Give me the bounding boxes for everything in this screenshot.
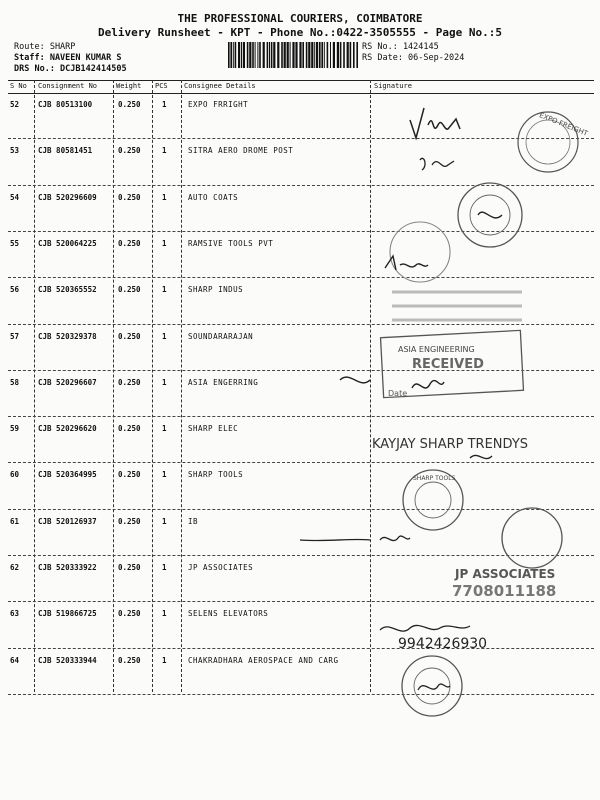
jp-stamp-number: 7708011188 — [452, 582, 557, 600]
cell-weight: 0.250 — [118, 331, 141, 341]
cell-pcs: 1 — [162, 146, 167, 156]
column-divider — [152, 80, 153, 692]
row-divider — [8, 185, 594, 186]
cell-weight: 0.250 — [118, 146, 141, 156]
rs-date: RS Date: 06-Sep-2024 — [362, 53, 465, 63]
cell-sno: 52 — [10, 100, 20, 109]
cell-sno: 56 — [10, 285, 20, 295]
cell-consignee: EXPO FRRIGHT — [188, 100, 249, 109]
rs-number: RS No.: 1424145 — [362, 42, 439, 52]
cell-consignee: SELENS ELEVATORS — [188, 609, 269, 619]
signature-61 — [300, 536, 410, 541]
row-divider — [8, 138, 594, 139]
company-title: THE PROFESSIONAL COURIERS, COIMBATORE — [177, 12, 423, 25]
col-consignment: Consignment No — [38, 82, 98, 90]
cell-sno: 64 — [10, 655, 20, 665]
signature-55 — [385, 256, 428, 270]
cell-sno: 61 — [10, 516, 20, 526]
cell-consignee: SHARP ELEC — [188, 424, 239, 434]
cell-weight: 0.250 — [118, 563, 141, 572]
signature-58 — [340, 377, 444, 388]
route-label: Route: SHARP — [14, 42, 76, 52]
cell-consignee: ASIA ENGERRING — [188, 377, 259, 387]
cell-weight: 0.250 — [118, 609, 141, 619]
cell-pcs: 1 — [162, 516, 167, 526]
cell-consignment: CJB 80513100 — [38, 100, 93, 109]
chakradhara-stamp — [402, 656, 462, 716]
row-divider — [8, 509, 594, 510]
cell-consignment: CJB 519866725 — [38, 609, 97, 619]
cell-pcs: 1 — [162, 100, 167, 109]
asia-stamp-date-label: Date — [388, 389, 408, 398]
row-divider — [8, 277, 594, 278]
received-stamp: RECEIVED — [412, 357, 484, 372]
col-pcs: PCS — [155, 82, 168, 90]
sharp-tools-stamp — [403, 470, 463, 530]
cell-consignment: CJB 520296607 — [38, 377, 97, 387]
cell-consignee: SHARP TOOLS — [188, 470, 244, 480]
row-divider — [8, 370, 594, 371]
col-weight: Weight — [116, 82, 142, 90]
cell-sno: 62 — [10, 563, 20, 572]
cell-consignee: SHARP INDUS — [188, 285, 244, 295]
cell-weight: 0.250 — [118, 424, 141, 434]
row-divider — [8, 231, 594, 232]
cell-sno: 57 — [10, 331, 20, 341]
cell-consignee: CHAKRADHARA AEROSPACE AND CARG — [188, 655, 339, 665]
cell-sno: 58 — [10, 377, 20, 387]
row-divider — [8, 648, 594, 649]
cell-consignment: CJB 520364995 — [38, 470, 97, 480]
cell-consignee: IB — [188, 516, 199, 526]
asia-stamp — [381, 330, 524, 397]
runsheet-title: Delivery Runsheet - KPT - Phone No.:0422-3505555 - Page No.:5 — [98, 26, 502, 39]
cell-pcs: 1 — [162, 377, 167, 387]
cell-consignee: RAMSIVE TOOLS PVT — [188, 238, 274, 248]
barcode — [228, 42, 358, 68]
cell-pcs: 1 — [162, 655, 167, 665]
cell-pcs: 1 — [162, 285, 167, 295]
jp-stamp: JP ASSOCIATES — [455, 567, 556, 581]
column-divider — [181, 80, 182, 692]
column-divider — [113, 80, 114, 692]
cell-weight: 0.250 — [118, 516, 141, 526]
cell-consignment: CJB 520365552 — [38, 285, 97, 295]
cell-weight: 0.250 — [118, 192, 141, 202]
cell-pcs: 1 — [162, 238, 167, 248]
cell-consignee: AUTO COATS — [188, 192, 239, 202]
cell-sno: 55 — [10, 238, 20, 248]
col-sno: S No — [10, 82, 27, 90]
row-divider — [8, 555, 594, 556]
staff-label: Staff: NAVEEN KUMAR S — [14, 53, 122, 63]
col-signature: Signature — [374, 82, 412, 90]
cell-sno: 60 — [10, 470, 20, 480]
cell-consignee: SOUNDARARAJAN — [188, 331, 254, 341]
auto-coats-stamp — [458, 183, 522, 247]
row-divider — [8, 462, 594, 463]
cell-pcs: 1 — [162, 331, 167, 341]
signature-63 — [380, 625, 470, 631]
cell-consignment: CJB 520064225 — [38, 238, 97, 248]
cell-sno: 59 — [10, 424, 20, 434]
cell-consignment: CJB 520296609 — [38, 192, 97, 202]
expo-stamp — [518, 112, 578, 172]
kayjay-stamp: KAYJAY SHARP TRENDYS — [372, 437, 529, 452]
cell-weight: 0.250 — [118, 100, 141, 109]
cell-pcs: 1 — [162, 192, 167, 202]
row-divider — [8, 601, 594, 602]
row-divider — [8, 324, 594, 325]
expo-stamp-text: EXPO FREIGHT — [538, 111, 589, 138]
column-divider — [34, 80, 35, 692]
cell-sno: 53 — [10, 146, 20, 156]
sharp-tools-stamp-text: SHARP TOOLS — [413, 475, 456, 482]
cell-sno: 63 — [10, 609, 20, 619]
cell-weight: 0.250 — [118, 470, 141, 480]
row-divider — [8, 694, 594, 695]
row-divider — [8, 416, 594, 417]
cell-consignee: SITRA AERO DROME POST — [188, 146, 294, 156]
ib-stamp — [502, 508, 562, 568]
cell-weight: 0.250 — [118, 655, 141, 665]
cell-sno: 54 — [10, 192, 20, 202]
cell-consignment: CJB 520333922 — [38, 563, 97, 572]
cell-weight: 0.250 — [118, 285, 141, 295]
cell-consignee: JP ASSOCIATES — [188, 563, 254, 572]
cell-consignment: CJB 520333944 — [38, 655, 97, 665]
cell-consignment: CJB 80581451 — [38, 146, 93, 156]
cell-weight: 0.250 — [118, 377, 141, 387]
col-consignee: Consignee Details — [184, 82, 256, 90]
sharp-indus-stamp — [392, 292, 522, 320]
cell-pcs: 1 — [162, 609, 167, 619]
cell-consignment: CJB 520126937 — [38, 516, 97, 526]
column-divider — [370, 80, 371, 692]
cell-pcs: 1 — [162, 470, 167, 480]
cell-consignment: CJB 520329378 — [38, 331, 97, 341]
signature-52 — [410, 108, 460, 138]
cell-pcs: 1 — [162, 424, 167, 434]
signature-53 — [420, 158, 454, 170]
cell-weight: 0.250 — [118, 238, 141, 248]
phone-handwritten: 9942426930 — [398, 636, 488, 652]
drs-number: DRS No.: DCJB142414505 — [14, 64, 127, 74]
cell-pcs: 1 — [162, 563, 167, 572]
cell-consignment: CJB 520296620 — [38, 424, 97, 434]
asia-stamp-name: ASIA ENGINEERING — [398, 345, 475, 354]
